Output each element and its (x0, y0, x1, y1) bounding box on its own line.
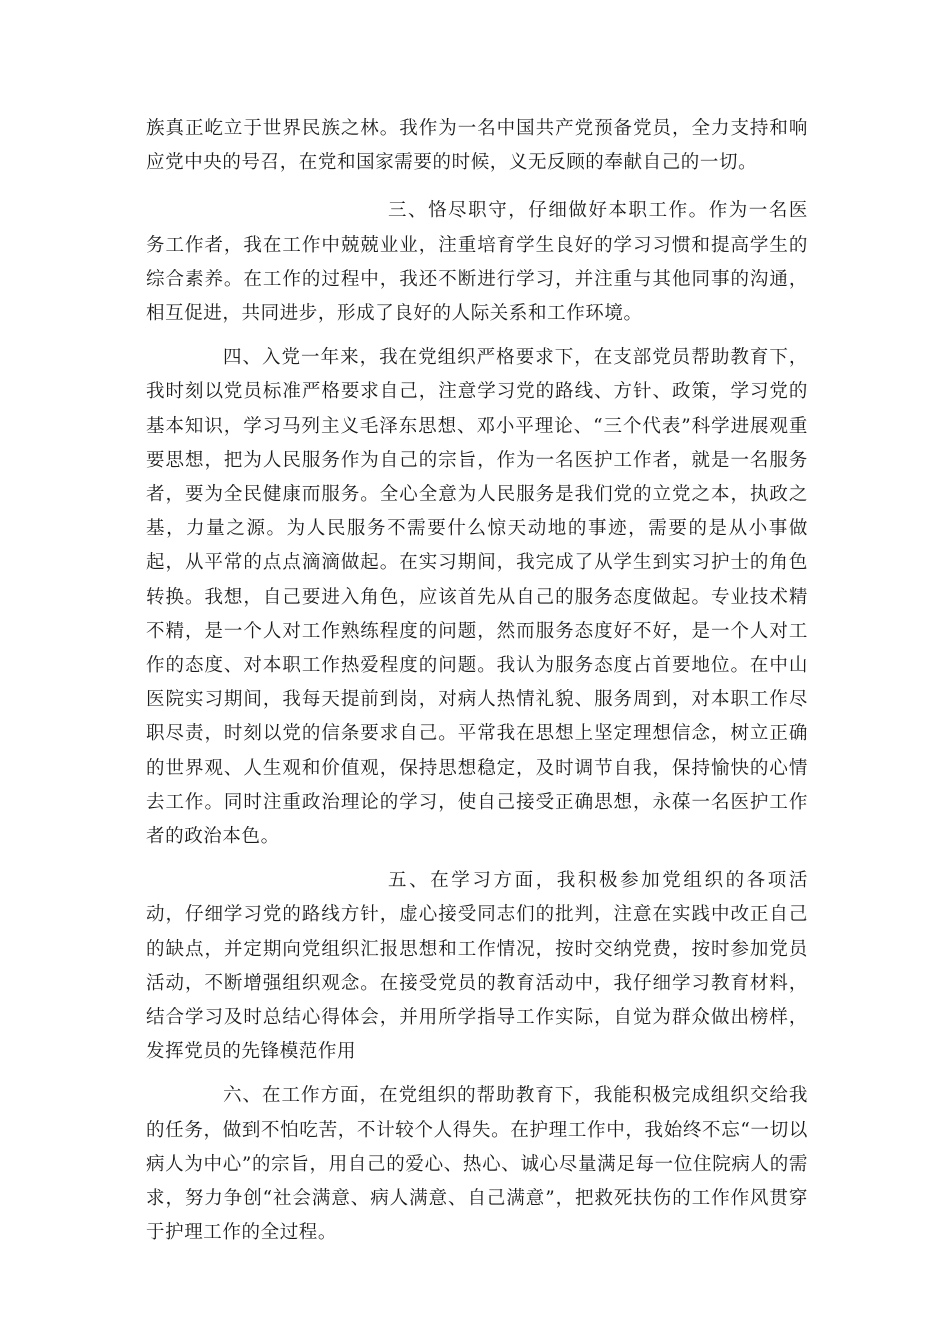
paragraph-section-three: 三、恪尽职守，仔细做好本职工作。作为一名医务工作者，我在工作中兢兢业业，注重培育学生良好的学习习惯和提高学生的综合素养。在工作的过程中，我还不断进行学习，并注重与其他同事的沟通，相互促进，共同进步，形成了良好的人际关系和工作环境。 (146, 200, 808, 325)
paragraph-section-four: 四、入党一年来，我在党组织严格要求下，在支部党员帮助教育下，我时刻以党员标准严格要求自己，注意学习党的路线、方针、政策，学习党的基本知识，学习马列主义毛泽东思想、邓小平理论、“三个代表”科学进展观重要思想，把为人民服务作为自己的宗旨，作为一名医护工作者，就是一名服务者，要为全民健康而服务。全心全意为人民服务是我们党的立党之本，执政之基，力量之源。为人民服务不需要什么惊天动地的事迹，需要的是从小事做起，从平常的点点滴滴做起。在实习期间，我完成了从学生到实习护士的角色转换。我想，自己要进入角色，应该首先从自己的服务态度做起。专业技术精不精，是一个人对工作熟练程度的问题，然而服务态度好不好，是一个人对工作的态度、对本职工作热爱程度的问题。我认为服务态度占首要地位。在中山医院实习期间，我每天提前到岗，对病人热情礼貌、服务周到，对本职工作尽职尽责，时刻以党的信条要求自己。平常我在思想上坚定理想信念，树立正确的世界观、人生观和价值观，保持思想稳定，及时调节自我，保持愉快的心情去工作。同时注重政治理论的学习，使自己接受正确思想，永葆一名医护工作者的政治本色。 (146, 347, 808, 848)
paragraph-section-five: 五、在学习方面，我积极参加党组织的各项活动，仔细学习党的路线方针，虚心接受同志们的批判，注意在实践中改正自己的缺点，并定期向党组织汇报思想和工作情况，按时交纳党费，按时参加党员活动，不断增强组织观念。在接受党员的教育活动中，我仔细学习教育材料，结合学习及时总结心得体会，并用所学指导工作实际，自觉为群众做出榜样，发挥党员的先锋模范作用 (146, 870, 808, 1063)
paragraph-section-six: 六、在工作方面，在党组织的帮助教育下，我能积极完成组织交给我的任务，做到不怕吃苦，不计较个人得失。在护理工作中，我始终不忘“一切以病人为中心”的宗旨，用自己的爱心、热心、诚心尽量满足每一位住院病人的需求，努力争创“社会满意、病人满意、自己满意”，把救死扶伤的工作作风贯穿于护理工作的全过程。 (146, 1085, 808, 1244)
paragraph-continuation: 族真正屹立于世界民族之林。我作为一名中国共产党预备党员，全力支持和响应党中央的号召，在党和国家需要的时候，义无反顾的奉献自己的一切。 (146, 118, 808, 174)
document-body (146, 112, 808, 1261)
